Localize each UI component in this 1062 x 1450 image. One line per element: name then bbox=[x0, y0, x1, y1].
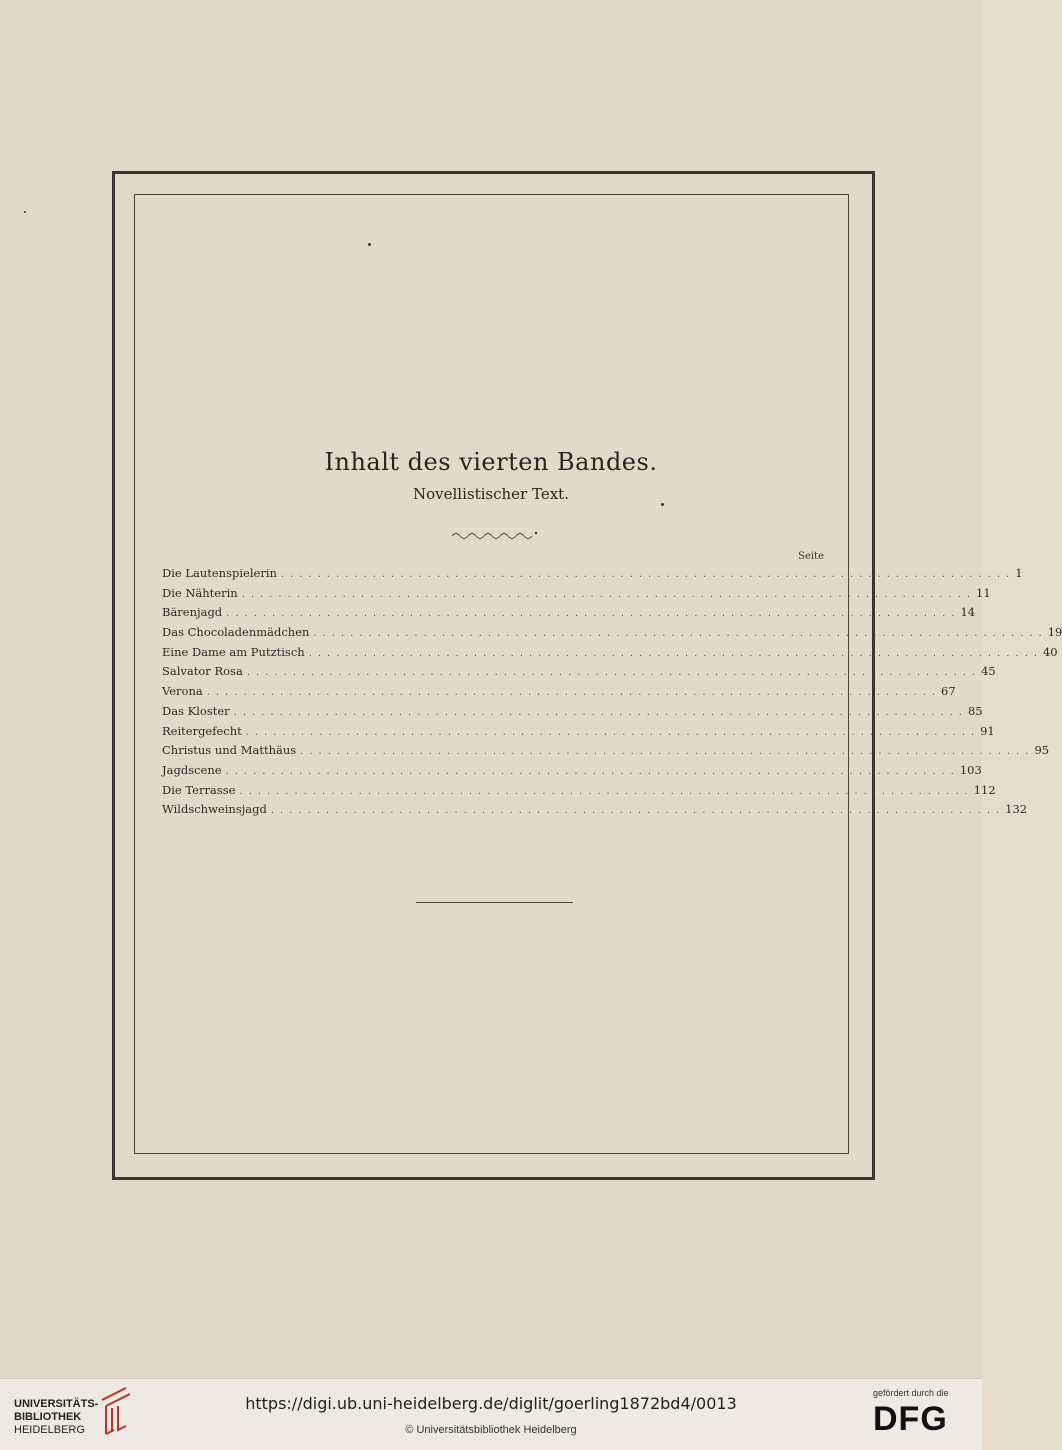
dot-leader: ................................................................................ bbox=[280, 569, 1016, 580]
logo-line-2: BIBLIOTHEK bbox=[14, 1411, 82, 1423]
toc-entry-title: Die Lautenspielerin bbox=[162, 566, 277, 580]
toc-entry-page: 45 bbox=[981, 664, 996, 679]
dot-leader: ................................................................................ bbox=[206, 687, 942, 699]
toc-entry-page: 1 bbox=[1015, 566, 1023, 580]
toc-entry-title: Das Chocoladenmädchen bbox=[162, 625, 310, 640]
page-column-header: Seite bbox=[798, 551, 824, 562]
toc-entry-page: 14 bbox=[960, 605, 976, 620]
dot-leader: ................................................................................ bbox=[239, 785, 974, 797]
toc-entry-title: Reitergefecht bbox=[162, 723, 242, 738]
toc-entry bbox=[162, 644, 1058, 665]
toc-entry-page: 112 bbox=[973, 782, 996, 797]
toc-entry bbox=[162, 723, 995, 744]
toc-list bbox=[162, 566, 1062, 822]
dot-leader: ................................................................................ bbox=[300, 746, 1035, 758]
toc-entry bbox=[162, 664, 996, 684]
toc-entry-title: Christus und Matthäus bbox=[162, 743, 297, 758]
closing-rule bbox=[416, 902, 573, 903]
toc-entry bbox=[162, 625, 1062, 645]
toc-entry-page: 11 bbox=[976, 585, 991, 600]
toc-entry-page: 19 bbox=[1047, 625, 1062, 640]
toc-entry bbox=[162, 782, 996, 803]
wavy-flourish-ornament bbox=[450, 528, 540, 540]
dot-leader: ................................................................................ bbox=[233, 706, 968, 718]
toc-entry bbox=[162, 762, 982, 783]
dot-leader: ................................................................................ bbox=[313, 628, 1048, 640]
toc-entry-page: 132 bbox=[1005, 802, 1028, 817]
toc-entry-title: Das Kloster bbox=[162, 703, 230, 718]
dot-leader: ................................................................................ bbox=[226, 608, 961, 620]
dot-leader: ................................................................................ bbox=[270, 805, 1006, 817]
toc-entry-page: 95 bbox=[1034, 743, 1050, 758]
dot-leader: ................................................................................ bbox=[308, 647, 1043, 659]
toc-entry-title: Wildschweinsjagd bbox=[162, 802, 267, 817]
toc-entry bbox=[162, 566, 1023, 586]
toc-entry-page: 85 bbox=[967, 703, 983, 718]
ink-speck bbox=[661, 503, 664, 506]
toc-entry-page: 40 bbox=[1042, 644, 1058, 659]
toc-entry-title: Jagdscene bbox=[162, 762, 222, 777]
ink-speck bbox=[24, 211, 26, 213]
toc-entry bbox=[162, 743, 1050, 763]
logo-line-1: UNIVERSITÄTS- bbox=[14, 1398, 99, 1410]
toc-entry-title: Die Nähterin bbox=[162, 585, 238, 600]
toc-entry-page: 91 bbox=[980, 723, 995, 738]
toc-entry-title: Verona bbox=[162, 684, 203, 699]
dfg-logo[interactable]: DFG bbox=[873, 1400, 948, 1438]
dot-leader: ................................................................................ bbox=[245, 726, 981, 738]
toc-subtitle: Novellistischer Text. bbox=[413, 485, 569, 503]
ink-speck bbox=[368, 243, 371, 246]
toc-entry bbox=[162, 684, 956, 704]
toc-entry-title: Die Terrasse bbox=[162, 782, 236, 797]
permalink-url[interactable]: https://digi.ub.uni-heidelberg.de/diglit/goerling1872bd4/0013 bbox=[245, 1394, 737, 1413]
toc-entry-title: Eine Dame am Putztisch bbox=[162, 644, 305, 659]
toc-entry bbox=[162, 802, 1028, 822]
toc-title: Inhalt des vierten Bandes. bbox=[324, 448, 658, 476]
toc-entry-title: Bärenjagd bbox=[162, 605, 223, 620]
logo-line-3: HEIDELBERG bbox=[14, 1424, 85, 1436]
copyright-notice: © Universitätsbibliothek Heidelberg bbox=[405, 1424, 577, 1436]
dot-leader: ................................................................................ bbox=[241, 588, 976, 600]
toc-entry bbox=[162, 585, 991, 606]
toc-entry-page: 67 bbox=[941, 684, 956, 699]
toc-entry bbox=[162, 703, 983, 724]
toc-entry bbox=[162, 605, 976, 625]
funding-label: gefördert durch die bbox=[873, 1388, 949, 1398]
toc-entry-page: 103 bbox=[959, 762, 982, 777]
dot-leader: ................................................................................ bbox=[246, 667, 982, 679]
dot-leader: ................................................................................ bbox=[225, 765, 960, 777]
viewer-footer bbox=[0, 1378, 982, 1450]
toc-entry-title: Salvator Rosa bbox=[162, 664, 243, 679]
